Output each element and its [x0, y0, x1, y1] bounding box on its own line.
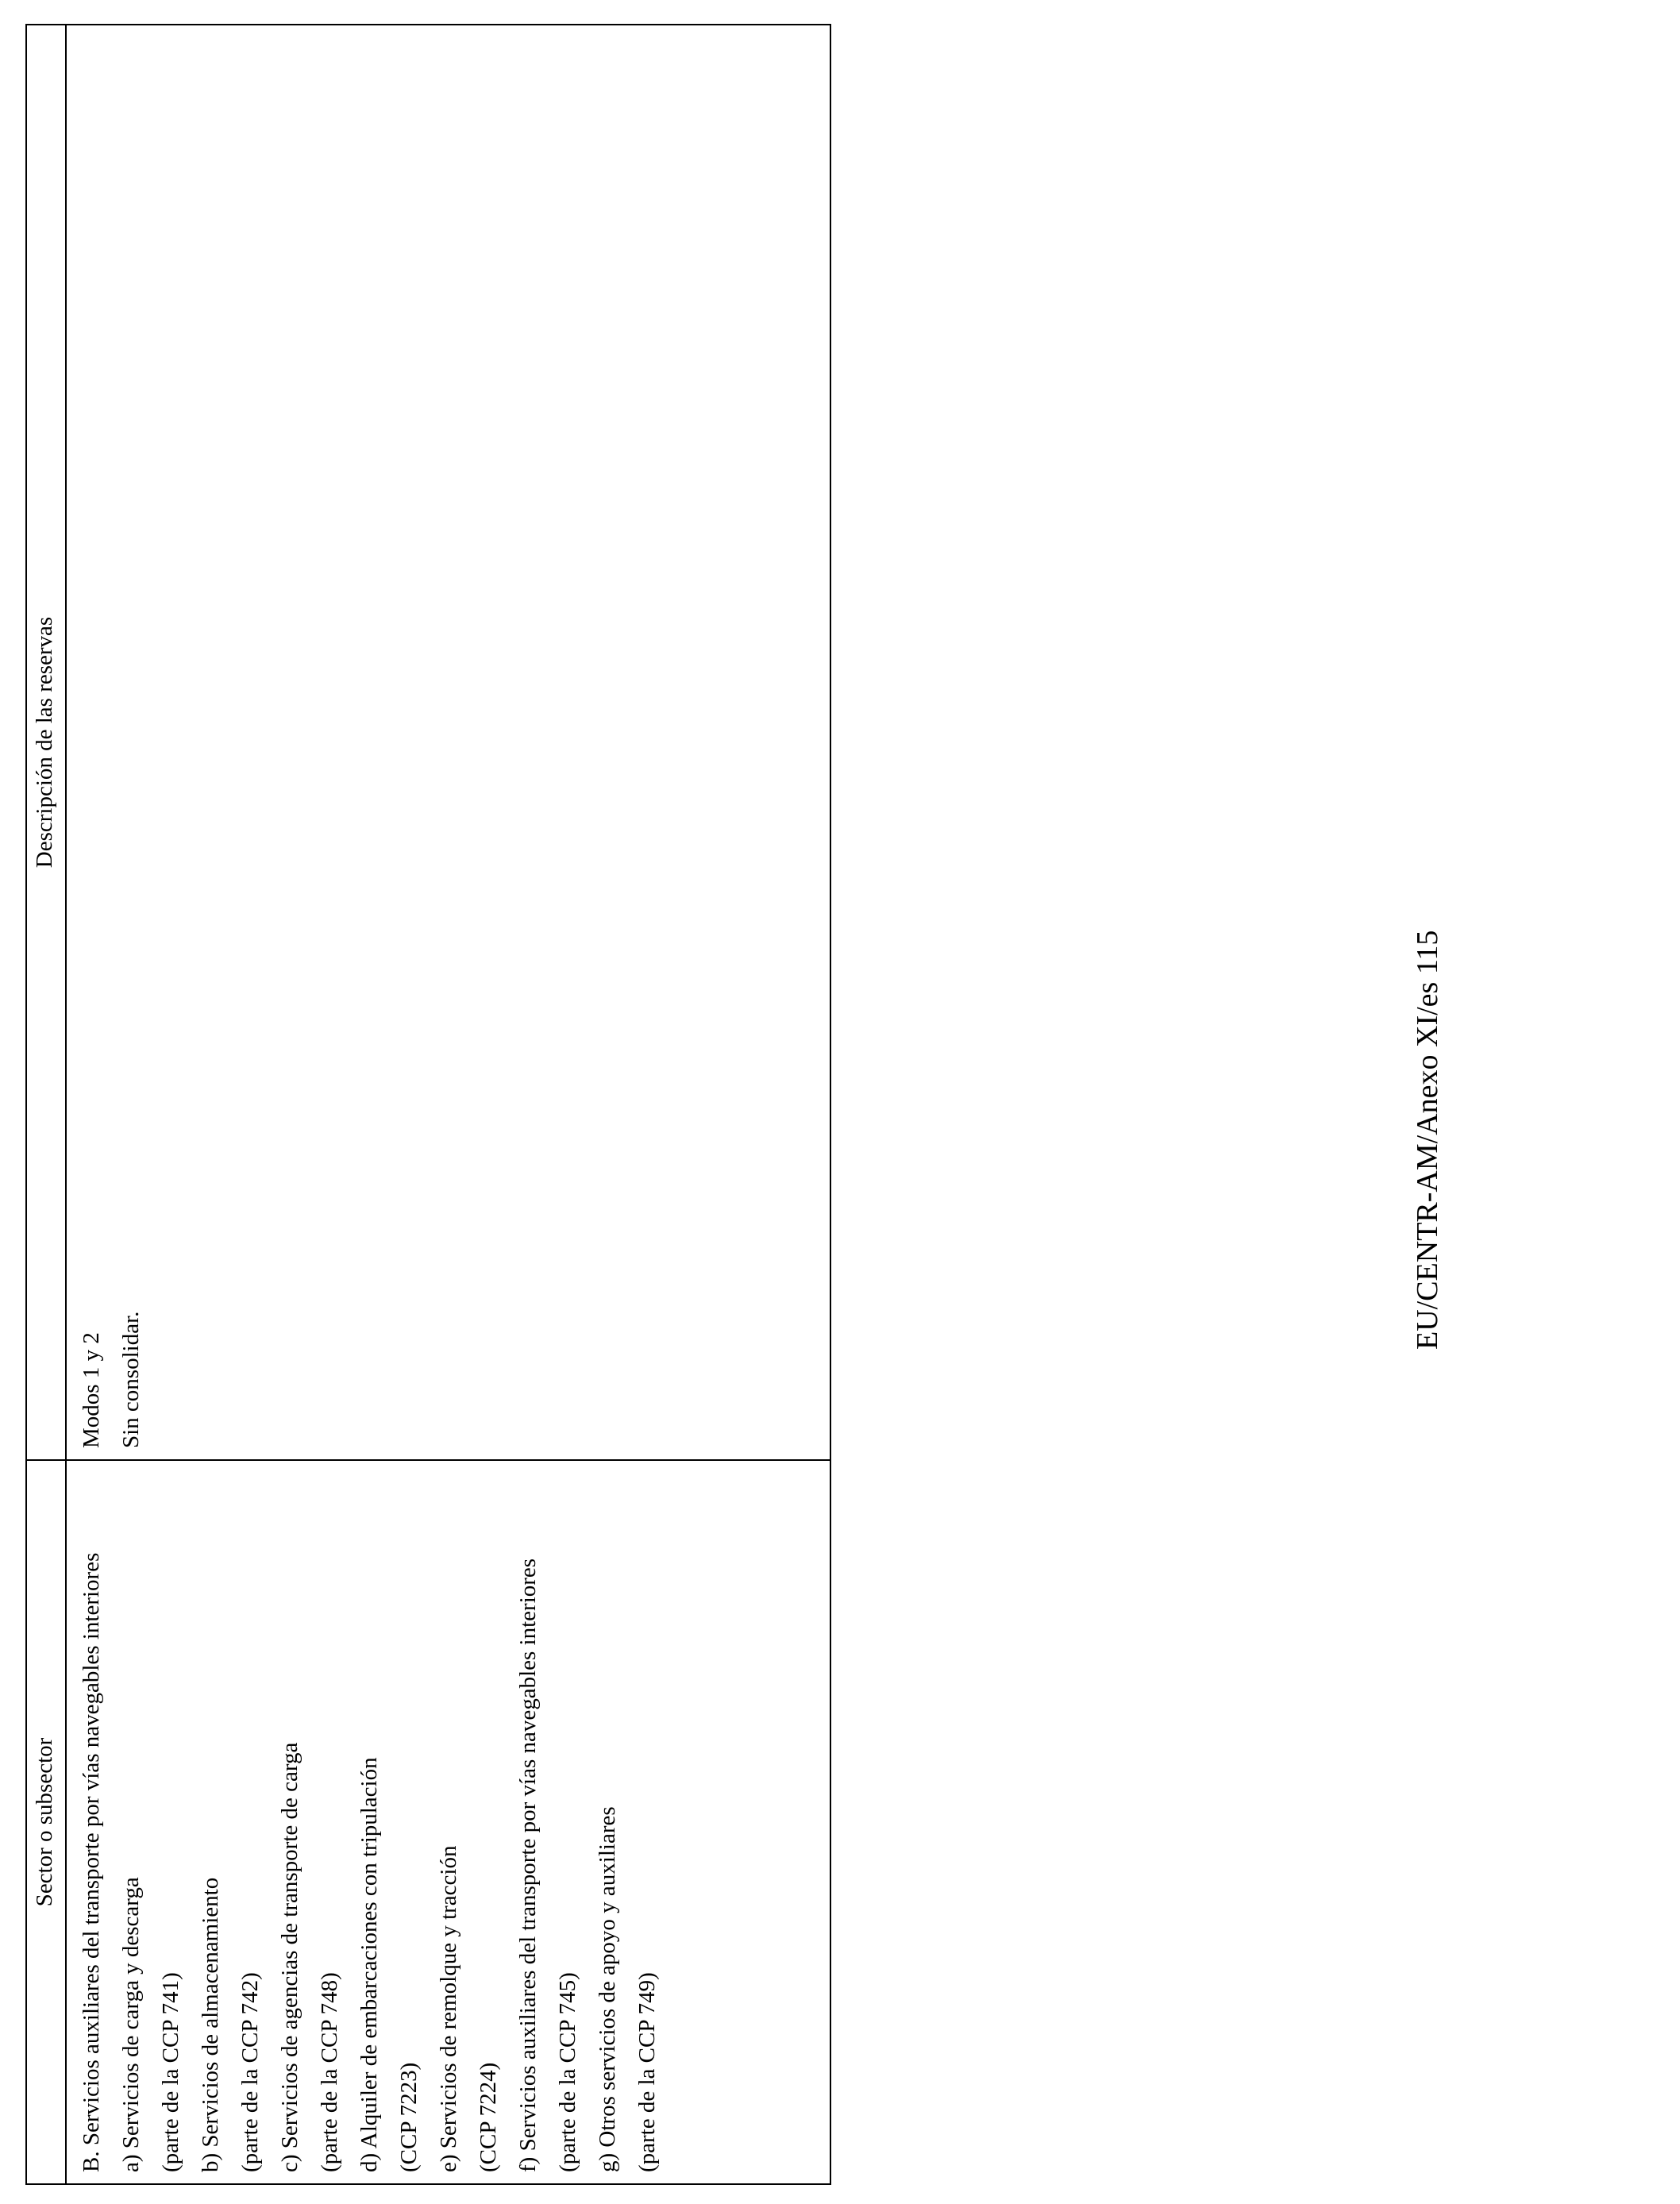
header-description: Descripción de las reservas [26, 25, 66, 1460]
description-line: Sin consolidar. [118, 1311, 144, 1448]
sector-line: (parte de la CCP 741) [158, 1972, 183, 2172]
reservations-table [25, 24, 831, 2185]
sector-line: a) Servicios de carga y descarga [118, 1877, 144, 2172]
table-header-row [26, 25, 66, 2184]
sector-line: (CCP 7224) [476, 2062, 501, 2172]
page-footer-reference: EU/CENTR-AM/Anexo XI/es 115 [1411, 930, 1444, 1350]
sector-line: B. Servicios auxiliares del transporte por vías navegables interiores [79, 1552, 104, 2172]
sector-line: (parte de la CCP 742) [237, 1972, 263, 2172]
rotated-table-page [25, 25, 831, 2185]
description-cell [66, 25, 830, 1460]
sector-line: d) Alquiler de embarcaciones con tripulación [356, 1757, 382, 2172]
table-row [66, 25, 830, 2184]
sector-line: (parte de la CCP 748) [317, 1972, 342, 2172]
sector-line: (parte de la CCP 745) [555, 1972, 580, 2172]
description-line: Modos 1 y 2 [79, 1332, 104, 1448]
sector-line: c) Servicios de agencias de transporte de carga [277, 1742, 302, 2172]
sector-line: f) Servicios auxiliares del transporte por vías navegables interiores [515, 1558, 541, 2172]
sector-line: (CCP 7223) [396, 2062, 422, 2172]
header-sector: Sector o subsector [26, 1460, 66, 2184]
sector-line: e) Servicios de remolque y tracción [436, 1845, 461, 2172]
sector-line: (parte de la CCP 749) [634, 1972, 660, 2172]
sector-line: b) Servicios de almacenamiento [198, 1877, 223, 2172]
sector-line: g) Otros servicios de apoyo y auxiliares [595, 1806, 620, 2172]
sector-cell [66, 1460, 830, 2184]
